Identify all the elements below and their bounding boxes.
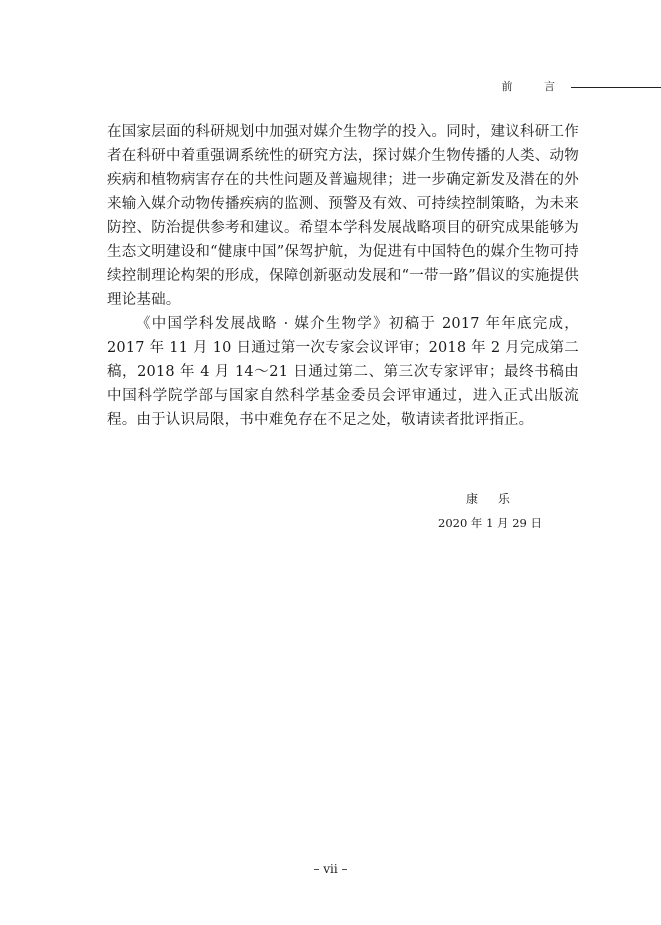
page-number: – vii – xyxy=(313,862,348,876)
header-title: 前 言 xyxy=(501,80,569,93)
signature-name: 康 乐 xyxy=(466,492,518,506)
signature-date: 2020 年 1 月 29 日 xyxy=(438,516,542,530)
header-rule xyxy=(571,87,661,88)
running-header xyxy=(0,78,661,98)
paragraph-1: 在国家层面的科研规划中加强对媒介生物学的投入。同时，建议科研工作者在科研中着重强调系统性的研究方法，探讨媒介生物传播的人类、动物疾病和植物病害存在的共性问题及普遍规律；进一步确定新发及潜在的外来输入媒介动物传播疾病的监测、预警及有效、可持续控制策略，为未来防控、防治提供参考和建议。希望本学科发展战略项目的研究成果能够为生态文明建设和“健康中国”保驾护航，为促进有中国特色的媒介生物可持续控制理论构架的形成，保障创新驱动发展和“一带一路”倡议的实施提供理论基础。 xyxy=(107,124,579,308)
body-text xyxy=(107,120,579,432)
paragraph-2: 《中国学科发展战略 · 媒介生物学》初稿于 2017 年年底完成，2017 年 11 月 10 日通过第一次专家会议评审；2018 年 2 月完成第二稿，2018 年 4 月 14～21 日通过第二、第三次专家评审；最终书稿由中国科学院学部与国家自然科学基金委员会评审通过，进入正式出版流程。由于认识局限，书中难免存在不足之处，敬请读者批评指正。 xyxy=(107,316,579,428)
